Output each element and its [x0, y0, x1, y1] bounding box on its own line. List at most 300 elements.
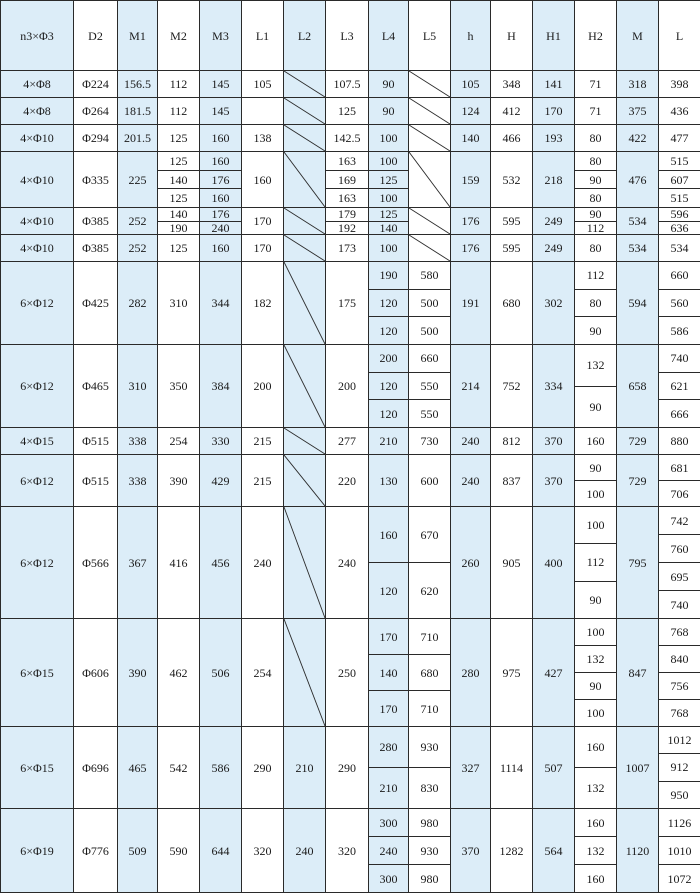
cell-m	[617, 262, 659, 345]
cell-m3	[200, 619, 242, 727]
cell-value: 215	[253, 434, 272, 448]
cell-value: 105	[253, 77, 272, 91]
stacked-cell	[659, 727, 700, 753]
cell-value: 710	[420, 701, 439, 716]
cell-l5	[409, 152, 451, 208]
stacked-cell	[659, 208, 700, 221]
cell-d2	[74, 455, 118, 507]
cell-m1	[118, 507, 158, 619]
cell-l4	[369, 455, 409, 507]
cell-value: 125	[169, 131, 188, 145]
stacked-cell	[659, 262, 700, 289]
cell-value: 1072	[667, 871, 692, 886]
cell-value: 80	[589, 241, 602, 255]
stacked-cell	[575, 188, 616, 207]
cell-h	[491, 125, 533, 152]
cell-d2	[74, 71, 118, 98]
cell-value: 595	[502, 214, 521, 228]
cell-m2	[158, 125, 200, 152]
cell-l1	[242, 71, 284, 98]
stacked-cell	[575, 836, 616, 864]
cell-h2	[575, 235, 617, 262]
cell-value: Φ294	[82, 131, 109, 145]
header-l3	[326, 1, 369, 71]
cell-l3	[326, 507, 369, 619]
cell-value: 621	[670, 379, 689, 393]
cell-m3	[200, 809, 242, 893]
cell-value: 412	[502, 104, 521, 118]
stacked-values	[409, 262, 450, 344]
cell-l1	[242, 727, 284, 809]
cell-value: Φ696	[82, 760, 109, 775]
cell-m2	[158, 809, 200, 893]
cell-h	[491, 455, 533, 507]
cell-value: 4×Φ10	[20, 214, 54, 228]
cell-m3	[200, 125, 242, 152]
diagonal-slash	[284, 71, 325, 97]
cell-value: 140	[379, 665, 398, 680]
cell-value: 580	[420, 268, 439, 283]
header-label: M3	[212, 28, 229, 43]
stacked-values	[575, 208, 616, 234]
cell-value: 400	[544, 555, 563, 570]
cell-value: 710	[420, 629, 439, 644]
cell-value: 658	[628, 379, 647, 393]
cell-l	[659, 619, 700, 727]
cell-value: 740	[670, 597, 689, 612]
cell-value: 1007	[625, 760, 650, 775]
cell-value: 176	[461, 241, 480, 255]
header-m3	[200, 1, 242, 71]
cell-value: 320	[338, 843, 356, 858]
cell-value: 595	[502, 241, 521, 255]
header-label: H	[507, 28, 516, 43]
cell-value: 173	[338, 241, 356, 255]
cell-value: 250	[338, 665, 356, 680]
stacked-cell	[659, 455, 700, 480]
cell-value: 190	[169, 220, 188, 235]
cell-m	[617, 208, 659, 235]
cell-m2	[158, 71, 200, 98]
cell-m	[617, 235, 659, 262]
cell-m2	[158, 345, 200, 428]
cell-value: 509	[128, 843, 147, 858]
cell-value: Φ335	[82, 172, 109, 187]
stacked-cell	[659, 152, 700, 170]
stacked-cell	[575, 619, 616, 645]
stacked-cell	[659, 221, 700, 235]
stacked-cell	[575, 316, 616, 344]
cell-m2	[158, 428, 200, 455]
cell-l1	[242, 345, 284, 428]
stacked-values	[369, 262, 408, 344]
cell-value: 670	[420, 527, 439, 542]
cell-l1	[242, 619, 284, 727]
stacked-cell	[659, 345, 700, 372]
cell-value: 1114	[499, 760, 524, 775]
cell-l4	[369, 262, 409, 345]
cell-d2	[74, 507, 118, 619]
stacked-cell	[409, 727, 450, 767]
header-label: L2	[297, 28, 312, 43]
cell-l	[659, 125, 700, 152]
cell-value: 500	[420, 296, 439, 310]
cell-value: 176	[461, 214, 480, 228]
cell-l2	[284, 455, 326, 507]
cell-value: 160	[586, 871, 605, 886]
cell-value: Φ515	[82, 473, 109, 488]
cell-value: 90	[589, 679, 602, 693]
cell-value: 338	[128, 473, 147, 488]
stacked-cell	[369, 372, 408, 400]
cell-h2	[575, 262, 617, 345]
cell-h2	[575, 809, 617, 893]
cell-value: 930	[420, 740, 439, 754]
stacked-cell	[659, 645, 700, 672]
cell-value: 1282	[499, 843, 524, 858]
cell-l	[659, 345, 700, 428]
cell-l2	[284, 208, 326, 235]
cell-h1	[533, 208, 575, 235]
header-label: L3	[340, 28, 354, 43]
cell-value: 240	[211, 220, 230, 235]
cell-l2	[284, 727, 326, 809]
cell-value: 466	[502, 131, 521, 145]
cell-value: 476	[628, 172, 647, 187]
cell-value: 170	[379, 701, 398, 716]
cell-h	[451, 152, 491, 208]
stacked-cell	[369, 809, 408, 836]
cell-l4	[369, 152, 409, 208]
cell-h2	[575, 727, 617, 809]
cell-value: 768	[670, 625, 689, 639]
cell-value: 182	[253, 296, 272, 310]
stacked-cell	[659, 836, 700, 864]
cell-value: 181.5	[124, 104, 151, 118]
cell-value: 706	[670, 486, 689, 501]
header-label: L4	[381, 28, 396, 43]
cell-m1	[118, 208, 158, 235]
cell-l3	[326, 619, 369, 727]
cell-value: 112	[586, 268, 605, 283]
cell-value: 290	[253, 760, 272, 775]
cell-h	[451, 235, 491, 262]
header-h1	[533, 1, 575, 71]
cell-value: 170	[379, 629, 398, 644]
cell-value: 620	[420, 583, 439, 598]
cell-n3	[1, 428, 74, 455]
cell-d2	[74, 125, 118, 152]
stacked-values	[200, 152, 241, 207]
cell-d2	[74, 235, 118, 262]
cell-value: 327	[461, 760, 480, 775]
cell-value: 100	[586, 706, 605, 720]
stacked-cell	[409, 345, 450, 372]
cell-value: 176	[211, 172, 230, 187]
cell-m3	[200, 235, 242, 262]
cell-value: 125	[338, 104, 356, 118]
cell-value: 318	[628, 77, 647, 91]
cell-value: 240	[461, 434, 480, 448]
stacked-cell	[158, 188, 199, 207]
cell-value: 120	[379, 296, 398, 310]
cell-h	[491, 619, 533, 727]
stacked-cell	[369, 767, 408, 808]
cell-l5	[409, 262, 451, 345]
stacked-cell	[326, 221, 368, 235]
cell-value: 6×Φ12	[20, 555, 54, 570]
cell-m1	[118, 428, 158, 455]
stacked-cell	[369, 836, 408, 864]
cell-l3	[326, 208, 369, 235]
cell-value: 847	[628, 665, 647, 680]
stacked-cell	[575, 221, 616, 235]
stacked-values	[369, 507, 408, 618]
cell-value: Φ515	[82, 434, 109, 448]
stacked-values	[659, 507, 700, 618]
cell-m1	[118, 727, 158, 809]
cell-h	[451, 809, 491, 893]
cell-value: 179	[338, 207, 356, 222]
stacked-cell	[326, 170, 368, 189]
cell-n3	[1, 507, 74, 619]
stacked-cell	[369, 727, 408, 767]
cell-value: 80	[589, 131, 602, 145]
stacked-cell	[200, 188, 241, 207]
cell-value: 210	[379, 781, 398, 795]
cell-value: 290	[338, 760, 356, 775]
cell-value: 159	[461, 172, 480, 187]
cell-value: 462	[169, 665, 188, 680]
cell-m3	[200, 507, 242, 619]
cell-h2	[575, 71, 617, 98]
stacked-cell	[409, 372, 450, 400]
cell-value: 681	[670, 460, 689, 475]
cell-l	[659, 727, 700, 809]
cell-h1	[533, 152, 575, 208]
cell-value: 175	[338, 296, 356, 310]
stacked-cell	[409, 690, 450, 726]
diagonal-slash	[284, 98, 325, 124]
cell-value: 142.5	[333, 131, 361, 145]
cell-m2	[158, 152, 200, 208]
cell-l5	[409, 455, 451, 507]
stacked-cell	[200, 208, 241, 221]
cell-m3	[200, 428, 242, 455]
cell-l1	[242, 455, 284, 507]
cell-value: 90	[589, 207, 602, 222]
cell-value: 6×Φ12	[20, 296, 54, 310]
cell-value: Φ566	[82, 555, 109, 570]
cell-l5	[409, 428, 451, 455]
cell-value: 912	[670, 760, 689, 775]
cell-l5	[409, 345, 451, 428]
stacked-values	[659, 345, 700, 427]
cell-value: 680	[420, 665, 439, 680]
cell-m3	[200, 152, 242, 208]
header-h2	[575, 1, 617, 71]
cell-value: 429	[211, 473, 230, 488]
cell-value: 132	[586, 781, 605, 795]
cell-value: 534	[628, 214, 647, 228]
cell-l4	[369, 619, 409, 727]
stacked-cell	[659, 399, 700, 427]
cell-value: 752	[502, 379, 521, 393]
cell-value: 422	[628, 131, 647, 145]
diagonal-slash	[409, 235, 450, 261]
cell-value: 90	[589, 399, 602, 414]
stacked-cell	[659, 699, 700, 726]
stacked-cell	[369, 619, 408, 654]
cell-value: 218	[544, 172, 563, 187]
stacked-values	[369, 727, 408, 808]
stacked-cell	[369, 690, 408, 726]
cell-h	[451, 727, 491, 809]
cell-h	[491, 152, 533, 208]
cell-value: 160	[586, 434, 605, 448]
stacked-cell	[575, 480, 616, 506]
stacked-values	[369, 345, 408, 427]
cell-value: 607	[670, 172, 689, 187]
cell-h	[451, 619, 491, 727]
cell-value: 880	[670, 434, 689, 448]
cell-m	[617, 507, 659, 619]
cell-m1	[118, 235, 158, 262]
cell-l3	[326, 125, 369, 152]
cell-h2	[575, 125, 617, 152]
stacked-cell	[369, 221, 408, 235]
cell-l4	[369, 428, 409, 455]
cell-value: 370	[461, 843, 480, 858]
cell-l3	[326, 262, 369, 345]
stacked-cell	[369, 864, 408, 892]
cell-h	[491, 345, 533, 428]
cell-m2	[158, 455, 200, 507]
table-row	[1, 152, 700, 208]
stacked-cell	[409, 399, 450, 427]
stacked-cell	[409, 262, 450, 289]
stacked-cell	[158, 221, 199, 235]
cell-m1	[118, 125, 158, 152]
cell-h	[491, 809, 533, 893]
cell-value: 730	[420, 434, 439, 448]
cell-l	[659, 262, 700, 345]
cell-value: 729	[628, 473, 647, 488]
cell-value: 975	[502, 665, 521, 680]
cell-value: 132	[586, 652, 605, 666]
cell-value: 252	[128, 214, 147, 228]
stacked-values	[659, 152, 700, 207]
cell-value: 160	[211, 191, 230, 206]
stacked-values	[575, 507, 616, 618]
stacked-cell	[409, 654, 450, 690]
stacked-cell	[659, 781, 700, 808]
cell-value: 120	[379, 406, 398, 421]
cell-value: 145	[211, 77, 230, 91]
stacked-cell	[659, 170, 700, 189]
cell-value: 310	[169, 296, 188, 310]
cell-l5	[409, 71, 451, 98]
cell-l2	[284, 809, 326, 893]
cell-n3	[1, 235, 74, 262]
cell-d2	[74, 208, 118, 235]
cell-value: 680	[502, 296, 521, 310]
cell-l5	[409, 507, 451, 619]
cell-value: 282	[128, 296, 147, 310]
header-label: n3×Φ3	[20, 28, 54, 43]
stacked-cell	[659, 316, 700, 344]
cell-h2	[575, 98, 617, 125]
cell-value: 124	[461, 104, 480, 118]
cell-value: 100	[586, 518, 605, 533]
cell-l5	[409, 98, 451, 125]
cell-l2	[284, 345, 326, 428]
header-label: H2	[588, 28, 603, 43]
cell-value: 170	[253, 241, 272, 255]
cell-value: 367	[128, 555, 147, 570]
diagonal-slash	[284, 235, 325, 261]
cell-value: 742	[670, 513, 689, 528]
cell-h	[491, 262, 533, 345]
cell-h	[451, 455, 491, 507]
cell-value: 112	[586, 555, 605, 570]
cell-value: 249	[544, 241, 563, 255]
cell-value: 390	[169, 473, 188, 488]
cell-value: 252	[128, 241, 147, 255]
cell-l3	[326, 809, 369, 893]
cell-value: 80	[589, 153, 602, 168]
cell-value: 71	[589, 77, 602, 91]
cell-m	[617, 727, 659, 809]
cell-value: 280	[379, 740, 398, 754]
cell-l4	[369, 727, 409, 809]
cell-h1	[533, 619, 575, 727]
table-row	[1, 809, 700, 893]
cell-value: Φ425	[82, 296, 109, 310]
cell-value: Φ776	[82, 843, 109, 858]
stacked-cell	[659, 753, 700, 780]
cell-h	[491, 727, 533, 809]
stacked-cell	[158, 208, 199, 221]
cell-value: 456	[211, 555, 230, 570]
cell-value: 310	[128, 379, 147, 393]
cell-l	[659, 809, 700, 893]
cell-value: 201.5	[124, 131, 151, 145]
cell-value: 105	[461, 77, 480, 91]
cell-value: 141	[544, 77, 563, 91]
cell-value: 344	[211, 296, 230, 310]
cell-l2	[284, 428, 326, 455]
cell-l1	[242, 98, 284, 125]
stacked-cell	[575, 262, 616, 289]
cell-m	[617, 71, 659, 98]
stacked-cell	[409, 836, 450, 864]
header-l1	[242, 1, 284, 71]
stacked-cell	[575, 767, 616, 808]
stacked-values	[369, 809, 408, 892]
cell-value: 905	[502, 555, 521, 570]
cell-value: 660	[670, 268, 689, 283]
cell-value: 125	[379, 172, 398, 187]
cell-n3	[1, 619, 74, 727]
stacked-cell	[659, 289, 700, 317]
cell-value: 4×Φ10	[20, 241, 54, 255]
diagonal-slash	[284, 507, 325, 618]
cell-value: 132	[586, 358, 605, 373]
cell-m3	[200, 262, 242, 345]
table-row	[1, 428, 700, 455]
cell-l	[659, 235, 700, 262]
